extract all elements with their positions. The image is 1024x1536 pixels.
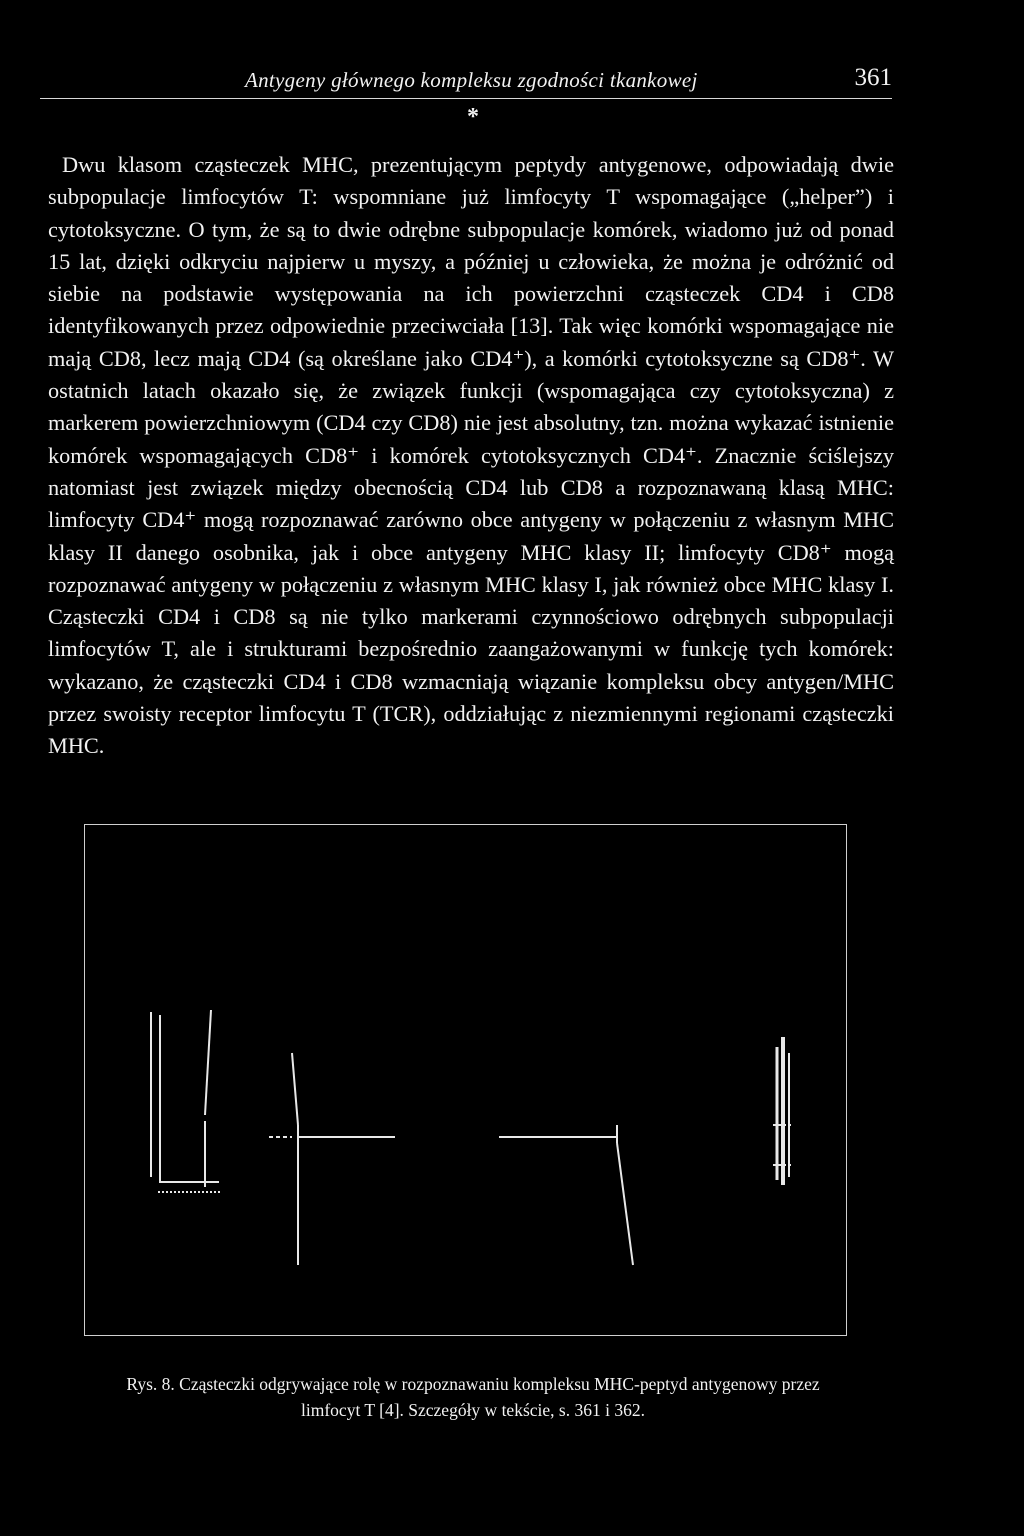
- diagram-line: [292, 1053, 298, 1125]
- header-rule: [40, 98, 892, 99]
- body-paragraph: Dwu klasom cząsteczek MHC, prezentującym peptydy antygenowe, odpowiadają dwie subpopulacje limfocytów T: wspomniane już limfocyty T wspomagające („helper”) i cytotoksyczne. O tym, że są to dwie odrębne subpopulacje komórek, wiadomo już od ponad 15 lat, dzięki odkryciu najpierw u myszy, a później u człowieka, że można je odróżnić od siebie na podstawie występowania na ich powierzchni cząsteczek CD4 i CD8 identyfikowanych przez odpowiednie przeciwciała [13]. Tak więc komórki wspomagające nie mają CD8, lecz mają CD4 (są określane jako CD4⁺), a komórki cytotoksyczne są CD8⁺. W ostatnich latach okazało się, że związek funkcji (wspomagająca czy cytotoksyczna) z markerem powierzchniowym (CD4 czy CD8) nie jest absolutny, tzn. można wykazać istnienie komórek wspomagających CD8⁺ i komórek cytotoksycznych CD4⁺. Znacznie ściślejszy natomiast jest związek między obecnością CD4 lub CD8 a rozpoznawaną klasą MHC: limfocyty CD4⁺ mogą rozpoznawać zarówno obce antygeny w połączeniu z własnym MHC klasy II danego osobnika, jak i obce antygeny MHC klasy II; limfocyty CD8⁺ mogą rozpoznawać antygeny w połączeniu z własnym MHC klasy I, jak również obce MHC klasy I. Cząsteczki CD4 i CD8 są nie tylko markerami czynnościowo odrębnych subpopulacji limfocytów T, ale i strukturami bezpośrednio zaangażowanymi w funkcję tych komórek: wykazano, że cząsteczki CD4 i CD8 wzmacniają wiązanie kompleksu obcy antygen/MHC przez swoisty receptor limfocytu T (TCR), oddziałując z niezmiennymi regionami cząsteczki MHC.: [48, 152, 894, 759]
- page-number: 361: [854, 64, 892, 91]
- figure-caption: [48, 1371, 898, 1423]
- body-text: [48, 149, 894, 763]
- diagram-line: [205, 1010, 211, 1115]
- figure-frame: [84, 824, 847, 1336]
- caption-line: Rys. 8. Cząsteczki odgrywające rolę w rozpoznawaniu kompleksu MHC-peptyd antygenowy przez: [126, 1374, 820, 1394]
- diagram-line: [617, 1143, 633, 1265]
- section-separator: *: [467, 104, 479, 130]
- figure-diagram: [85, 825, 848, 1337]
- running-title: Antygeny głównego kompleksu zgodności tkankowej: [245, 68, 698, 92]
- running-header: [40, 64, 892, 100]
- caption-line: limfocyt T [4]. Szczegóły w tekście, s. 361 i 362.: [301, 1400, 645, 1420]
